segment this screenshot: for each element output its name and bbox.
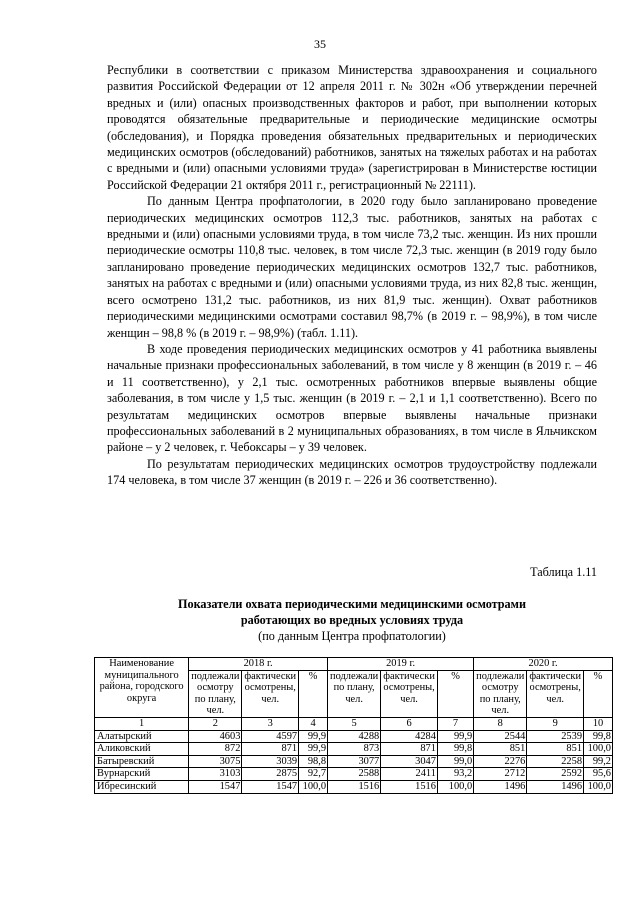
subheader-cell: фактически осмотрены, чел. xyxy=(527,670,584,717)
table-cell: 99,8 xyxy=(437,743,473,756)
table-cell: 2712 xyxy=(474,768,527,781)
table-cell: 1516 xyxy=(328,780,381,793)
paragraph: По данным Центра профпатологии, в 2020 году было запланировано проведение периодических медицинских осмотров 112,3 тыс. работников, занятых на работах с вредными и (или) опасными условиями труда, в том числе 73,2 тыс. женщин. Из них прошли периодические осмотры 110,8 тыс. человек, в том числе 72,3 тыс. женщин (в 2019 году было запланировано проведение периодических медицинских осмотров 132,7 тыс. работников, занятых на работах с вредными и (или) опасными условиями труда, из них 82,8 тыс. женщин, всего осмотрено 131,2 тыс. работников, из них 81,9 тыс. женщин). Охват работников периодическими медицинскими осмотрами составил 98,7% (в 2019 г. – 98,9%), в том числе женщин – 98,8 % (в 2019 г. – 98,9%) (табл. 1.11). xyxy=(107,194,597,340)
subheader-cell: подлежали осмотру по плану, чел. xyxy=(474,670,527,717)
subheader-cell: % xyxy=(584,670,613,717)
district-name: Батыревский xyxy=(95,755,189,768)
paragraph: По результатам периодических медицинских осмотров трудоустройству подлежали 174 человека, в том числе 37 женщин (в 2019 г. – 226 и 36 соответственно). xyxy=(107,456,597,488)
table-cell: 99,0 xyxy=(437,755,473,768)
district-name: Вурнарский xyxy=(95,768,189,781)
column-index: 10 xyxy=(584,717,613,730)
table-cell: 100,0 xyxy=(437,780,473,793)
paragraph: Республики в соответствии с приказом Министерства здравоохранения и социального развития Российской Федерации от 12 апреля 2011 г. № 302н «Об утверждении перечней вредных и (или) опасных производственных факторов и работ, при выполнении которых проводятся обязательные предварительные и периодические медицинские осмотры (обследования), и Порядка проведения обязательных предварительных и периодических медицинских осмотров (обследований) работников, занятых на тяжелых работах и на работах с вредными и (или) опасными условиями труда» (зарегистрирован в Министерстве юстиции Российской Федерации 21 октября 2011 г., регистрационный № 22111). xyxy=(107,63,597,192)
table-row xyxy=(95,755,613,768)
table-cell: 1547 xyxy=(242,780,299,793)
district-name: Аликовский xyxy=(95,743,189,756)
subheader-cell: фактически осмотрены, чел. xyxy=(242,670,299,717)
table-cell: 99,9 xyxy=(299,730,328,743)
table-cell: 98,8 xyxy=(299,755,328,768)
column-index: 1 xyxy=(95,717,189,730)
table-cell: 871 xyxy=(242,743,299,756)
column-index: 9 xyxy=(527,717,584,730)
table-cell: 851 xyxy=(474,743,527,756)
table-cell: 1496 xyxy=(527,780,584,793)
header-name-column: Наименование муниципального района, городского округа xyxy=(95,658,189,718)
table-title-line: Показатели охвата периодическими медицинскими осмотрами xyxy=(178,597,526,611)
table-cell: 873 xyxy=(328,743,381,756)
column-index: 7 xyxy=(437,717,473,730)
table-cell: 1547 xyxy=(189,780,242,793)
coverage-table xyxy=(94,657,613,794)
table-cell: 4288 xyxy=(328,730,381,743)
table-subtitle: (по данным Центра профпатологии) xyxy=(258,629,446,643)
table-title xyxy=(107,596,597,644)
table-row xyxy=(95,768,613,781)
district-name: Ибресинский xyxy=(95,780,189,793)
table-header-row xyxy=(95,658,613,671)
subheader-cell: фактически осмотрены, чел. xyxy=(381,670,438,717)
subheader-cell: % xyxy=(437,670,473,717)
table-cell: 99,8 xyxy=(584,730,613,743)
paragraph: В ходе проведения периодических медицинских осмотров у 41 работника выявлены начальные признаки профессиональных заболеваний, в том числе у 8 женщин (в 2019 г. – 46 и 11 соответственно), у 2,1 тыс. осмотренных работников впервые выявлены общие заболевания, в том числе у 1,5 тыс. женщин (в 2019 г. – 2,1 и 1,1 соответственно). Всего по результатам медицинских осмотров впервые выявлены начальные признаки профессиональных заболеваний в 2 муниципальных образованиях, в том числе в Яльчикском районе – у 2 человек, г. Чебоксары – у 39 человек. xyxy=(107,341,597,455)
table-cell: 100,0 xyxy=(584,780,613,793)
table-cell: 100,0 xyxy=(584,743,613,756)
table-cell: 872 xyxy=(189,743,242,756)
table-cell: 3103 xyxy=(189,768,242,781)
subheader-cell: подлежали по плану, чел. xyxy=(328,670,381,717)
header-year: 2018 г. xyxy=(189,658,328,671)
table-cell: 3047 xyxy=(381,755,438,768)
table-row xyxy=(95,780,613,793)
table-cell: 93,2 xyxy=(437,768,473,781)
column-index: 6 xyxy=(381,717,438,730)
body-text xyxy=(107,62,597,489)
table-label: Таблица 1.11 xyxy=(530,565,597,579)
table-cell: 99,2 xyxy=(584,755,613,768)
subheader-cell: % xyxy=(299,670,328,717)
table-cell: 3039 xyxy=(242,755,299,768)
table-cell: 1516 xyxy=(381,780,438,793)
table-cell: 95,6 xyxy=(584,768,613,781)
table-cell: 2544 xyxy=(474,730,527,743)
table-cell: 99,9 xyxy=(437,730,473,743)
table-cell: 2588 xyxy=(328,768,381,781)
column-index: 2 xyxy=(189,717,242,730)
subheader-cell: подлежали осмотру по плану, чел. xyxy=(189,670,242,717)
table-cell: 92,7 xyxy=(299,768,328,781)
table-cell: 2539 xyxy=(527,730,584,743)
table-cell: 4284 xyxy=(381,730,438,743)
header-year: 2020 г. xyxy=(474,658,613,671)
column-index: 5 xyxy=(328,717,381,730)
page-number: 35 xyxy=(314,37,326,51)
district-name: Алатырский xyxy=(95,730,189,743)
column-index: 8 xyxy=(474,717,527,730)
table-cell: 2276 xyxy=(474,755,527,768)
table-cell: 851 xyxy=(527,743,584,756)
table-cell: 2411 xyxy=(381,768,438,781)
table-row xyxy=(95,743,613,756)
table-cell: 2592 xyxy=(527,768,584,781)
table-cell: 1496 xyxy=(474,780,527,793)
table-cell: 3075 xyxy=(189,755,242,768)
table-cell: 99,9 xyxy=(299,743,328,756)
table-cell: 100,0 xyxy=(299,780,328,793)
table-cell: 871 xyxy=(381,743,438,756)
table-cell: 4603 xyxy=(189,730,242,743)
table-cell: 3077 xyxy=(328,755,381,768)
table-row xyxy=(95,730,613,743)
header-year: 2019 г. xyxy=(328,658,474,671)
column-index: 4 xyxy=(299,717,328,730)
table-cell: 2258 xyxy=(527,755,584,768)
table-title-line: работающих во вредных условиях труда xyxy=(240,613,464,627)
table-cell: 4597 xyxy=(242,730,299,743)
table-cell: 2875 xyxy=(242,768,299,781)
column-index-row xyxy=(95,717,613,730)
column-index: 3 xyxy=(242,717,299,730)
